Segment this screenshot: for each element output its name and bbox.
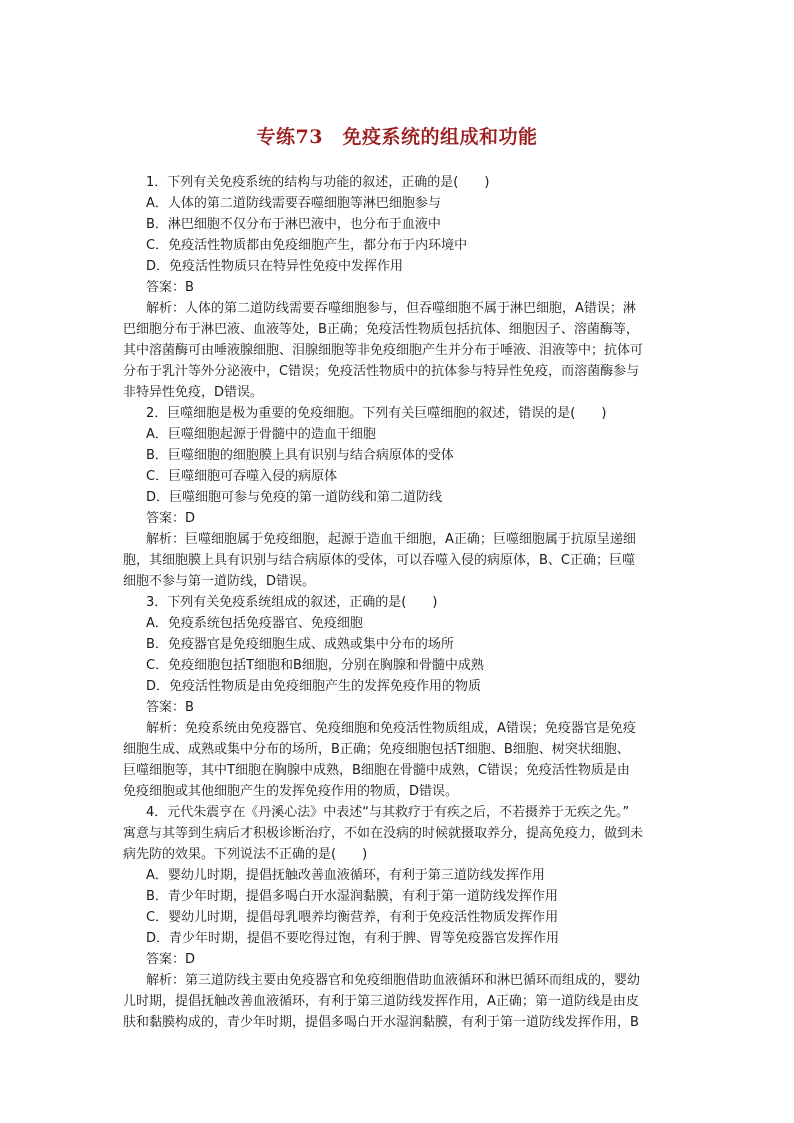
question-2 (123, 403, 656, 592)
explanation-line: 解析：第三道防线主要由免疫器官和免疫细胞借助血液循环和淋巴循环而组成的，婴幼 (146, 973, 641, 988)
explanation-line: 儿时期，提倡抚触改善血液循环，有利于第三道防线发挥作用，A正确；第一道防线是由皮 (123, 994, 639, 1009)
explanation-line: 免疫细胞或其他细胞产生的发挥免疫作用的物质，D错误。 (123, 784, 459, 799)
question-stem: 病先防的效果。下列说法不正确的是( ) (123, 847, 368, 862)
explanation-line: 其中溶菌酶可由唾液腺细胞、泪腺细胞等非免疫细胞产生并分布于唾液、泪液等中；抗体可 (123, 343, 644, 358)
question-3 (123, 592, 656, 802)
option-c: C．免疫活性物质都由免疫细胞产生，都分布于内环境中 (146, 238, 468, 253)
question-stem: 寓意与其等到生病后才积极诊断治疗，不如在没病的时候就摄取养分，提高免疫力，做到未 (123, 826, 644, 841)
answer-line: 答案：D (146, 511, 196, 526)
explanation-line: 肤和黏膜构成的，青少年时期，提倡多喝白开水湿润黏膜，有利于第一道防线发挥作用，B (123, 1015, 639, 1030)
explanation-line: 解析：免疫系统由免疫器官、免疫细胞和免疫活性物质组成，A错误；免疫器官是免疫 (146, 721, 636, 736)
option-a: A．巨噬细胞起源于骨髓中的造血干细胞 (146, 427, 376, 442)
option-d: D．免疫活性物质只在特异性免疫中发挥作用 (146, 259, 404, 274)
option-c: C．婴幼儿时期，提倡母乳喂养均衡营养，有利于免疫活性物质发挥作用 (146, 910, 559, 925)
explanation-line: 巴细胞分布于淋巴液、血液等处，B正确；免疫活性物质包括抗体、细胞因子、溶菌酶等， (123, 322, 639, 337)
question-4 (123, 802, 656, 1033)
question-list (123, 172, 656, 1033)
explanation-line: 非特异性免疫，D错误。 (123, 385, 264, 400)
answer-line: 答案：D (146, 952, 196, 967)
question-stem: 3．下列有关免疫系统组成的叙述，正确的是( ) (146, 595, 438, 610)
explanation-line: 巨噬细胞等，其中T细胞在胸腺中成熟，B细胞在骨髓中成熟，C错误；免疫活性物质是由 (123, 763, 630, 778)
question-stem: 4．元代朱震亨在《丹溪心法》中表述“与其救疗于有疾之后，不若摄养于无疾之先。” (146, 805, 630, 820)
option-b: B．青少年时期，提倡多喝白开水湿润黏膜，有利于第一道防线发挥作用 (146, 889, 558, 904)
question-stem: 1．下列有关免疫系统的结构与功能的叙述，正确的是( ) (146, 175, 490, 190)
option-a: A．人体的第二道防线需要吞噬细胞等淋巴细胞参与 (146, 196, 441, 211)
explanation-line: 解析：巨噬细胞属于免疫细胞，起源于造血干细胞，A正确；巨噬细胞属于抗原呈递细 (146, 532, 636, 547)
option-b: B．巨噬细胞的细胞膜上具有识别与结合病原体的受体 (146, 448, 454, 463)
page-title: 专练73 免疫系统的组成和功能 (256, 126, 538, 148)
option-b: B．免疫器官是免疫细胞生成、成熟或集中分布的场所 (146, 637, 454, 652)
option-c: C．免疫细胞包括T细胞和B细胞，分别在胸腺和骨髓中成熟 (146, 658, 484, 673)
question-1 (123, 172, 656, 403)
answer-line: 答案：B (146, 280, 194, 295)
explanation-line: 分布于乳汁等外分泌液中，C错误；免疫活性物质中的抗体参与特异性免疫，而溶菌酶参与 (123, 364, 640, 379)
answer-line: 答案：B (146, 700, 194, 715)
explanation-line: 细胞生成、成熟或集中分布的场所，B正确；免疫细胞包括T细胞、B细胞、树突状细胞、 (123, 742, 630, 757)
question-stem: 2．巨噬细胞是极为重要的免疫细胞。下列有关巨噬细胞的叙述，错误的是( ) (146, 406, 607, 421)
explanation-line: 胞，其细胞膜上具有识别与结合病原体的受体，可以吞噬入侵的病原体，B、C正确；巨噬 (123, 553, 635, 568)
option-d: D．巨噬细胞可参与免疫的第一道防线和第二道防线 (146, 490, 443, 505)
option-b: B．淋巴细胞不仅分布于淋巴液中，也分布于血液中 (146, 217, 441, 232)
option-d: D．青少年时期，提倡不要吃得过饱，有利于脾、胃等免疫器官发挥作用 (146, 931, 560, 946)
explanation-line: 细胞不参与第一道防线，D错误。 (123, 574, 316, 589)
explanation-line: 解析：人体的第二道防线需要吞噬细胞参与，但吞噬细胞不属于淋巴细胞，A错误；淋 (146, 301, 636, 316)
option-a: A．免疫系统包括免疫器官、免疫细胞 (146, 616, 363, 631)
option-a: A．婴幼儿时期，提倡抚触改善血液循环，有利于第三道防线发挥作用 (146, 868, 545, 883)
option-c: C．巨噬细胞可吞噬入侵的病原体 (146, 469, 338, 484)
option-d: D．免疫活性物质是由免疫细胞产生的发挥免疫作用的物质 (146, 679, 482, 694)
